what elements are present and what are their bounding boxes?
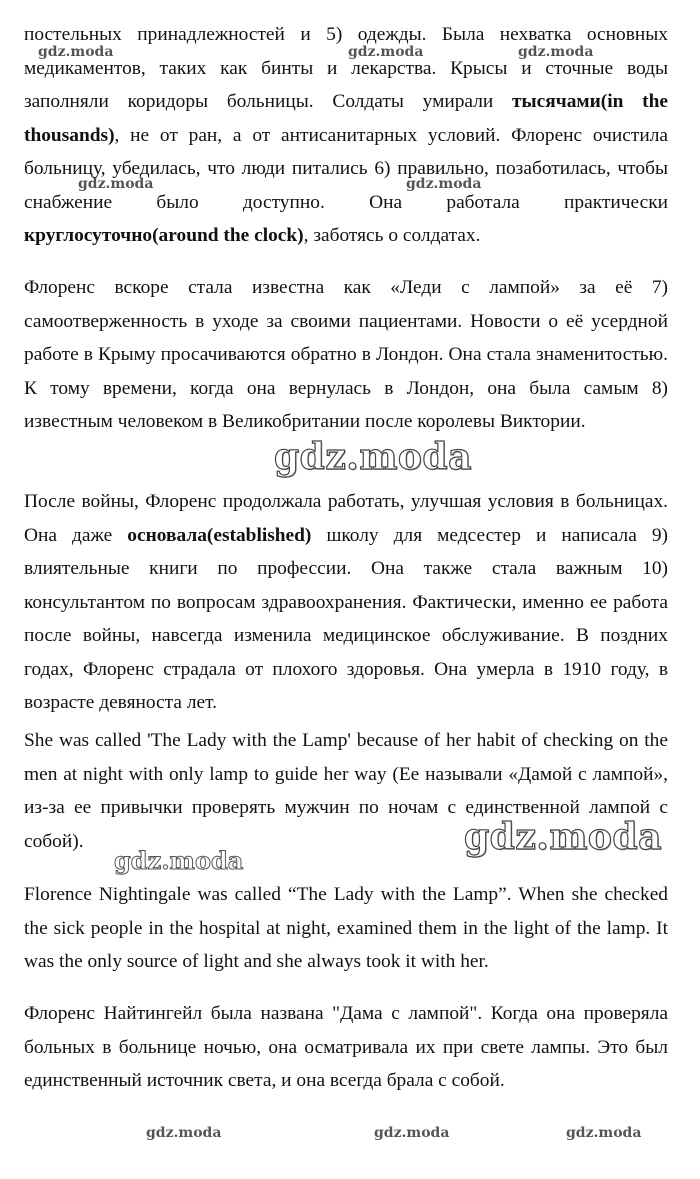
text-run: , заботясь о солдатах. [303, 225, 481, 246]
text-run: После войны, Флоренс продолжала работать, улучшая условия в больницах. Она даже [24, 491, 668, 546]
text-run: She was called 'The Lady with the Lamp' because of her habit of checking on the men at night with only lamp to guide her way (Ее называли «Дамой с лампой», из-за ее привычки проверять мужчин по ночам с единственной лампой с собой). [24, 730, 668, 852]
watermark-logo: gdz.moda [406, 176, 482, 192]
watermark-logo: gdz.moda [146, 1125, 222, 1141]
watermark-logo: gdz.moda [114, 846, 244, 875]
text-run: Флоренс Найтингейл была названа "Дама с лампой". Когда она проверяла больных в больнице ночью, она осматривала их при свете лампы. Это был единственный источник света, и она всегда брала с собой. [24, 1003, 668, 1091]
watermark-logo: gdz.moda [78, 176, 154, 192]
paragraph-answer-russian [24, 997, 668, 1098]
paragraph-hospital-conditions [24, 18, 668, 253]
text-run: постельных принадлежностей и 5) одежды. Была нехватка основных медикаментов, таких как бинты и лекарства. Крысы и сточные воды заполняли коридоры больницы. Солдаты умирали [24, 24, 668, 112]
watermark-logo: gdz.moda [464, 816, 662, 858]
watermark-logo: gdz.moda [38, 44, 114, 60]
watermark-logo: gdz.moda [274, 436, 472, 478]
watermark-logo: gdz.moda [374, 1125, 450, 1141]
bold-phrase: круглосуточно(around the clock) [24, 225, 304, 246]
text-run: Флоренс вскоре стала известна как «Леди с лампой» за её 7) самоотверженность в уходе за своими пациентами. Новости о её усердной работе в Крыму просачиваются обратно в Лондон. Она стала знаменитостью. К тому времени, когда она вернулась в Лондон, она была самым 8) известным человеком в Великобритании после королевы Виктории. [24, 277, 668, 432]
text-run: , не от ран, а от антисанитарных условий. Флоренс очистила больницу, убедилась, что люди питались 6) правильно, позаботилась, чтобы снабжение было доступно. Она работала практически [24, 124, 668, 213]
paragraph-answer-english-2 [24, 878, 668, 979]
paragraph-answer-english-1 [24, 724, 668, 858]
bold-phrase: тысячами(in the thousands) [24, 91, 668, 146]
paragraph-lady-with-lamp-fame [24, 271, 668, 439]
watermark-logo: gdz.moda [348, 44, 424, 60]
watermark-logo: gdz.moda [566, 1125, 642, 1141]
text-run: Florence Nightingale was called “The Lady with the Lamp”. When she checked the sick people in the hospital at night, examined them in the light of the lamp. It was the only source of light and she always took it with her. [24, 884, 668, 972]
text-run: школу для медсестер и написала 9) влиятельные книги по профессии. Она также стала важным 10) консультантом по вопросам здравоохранения. Фактически, именно ее работа после войны, навсегда изменила медицинское обслуживание. В поздних годах, Флоренс страдала от плохого здоровья. Она умерла в 1910 году, в возрасте девяноста лет. [24, 524, 668, 713]
paragraph-after-war [24, 485, 668, 720]
bold-phrase: основала(established) [127, 524, 312, 546]
watermark-logo: gdz.moda [518, 44, 594, 60]
